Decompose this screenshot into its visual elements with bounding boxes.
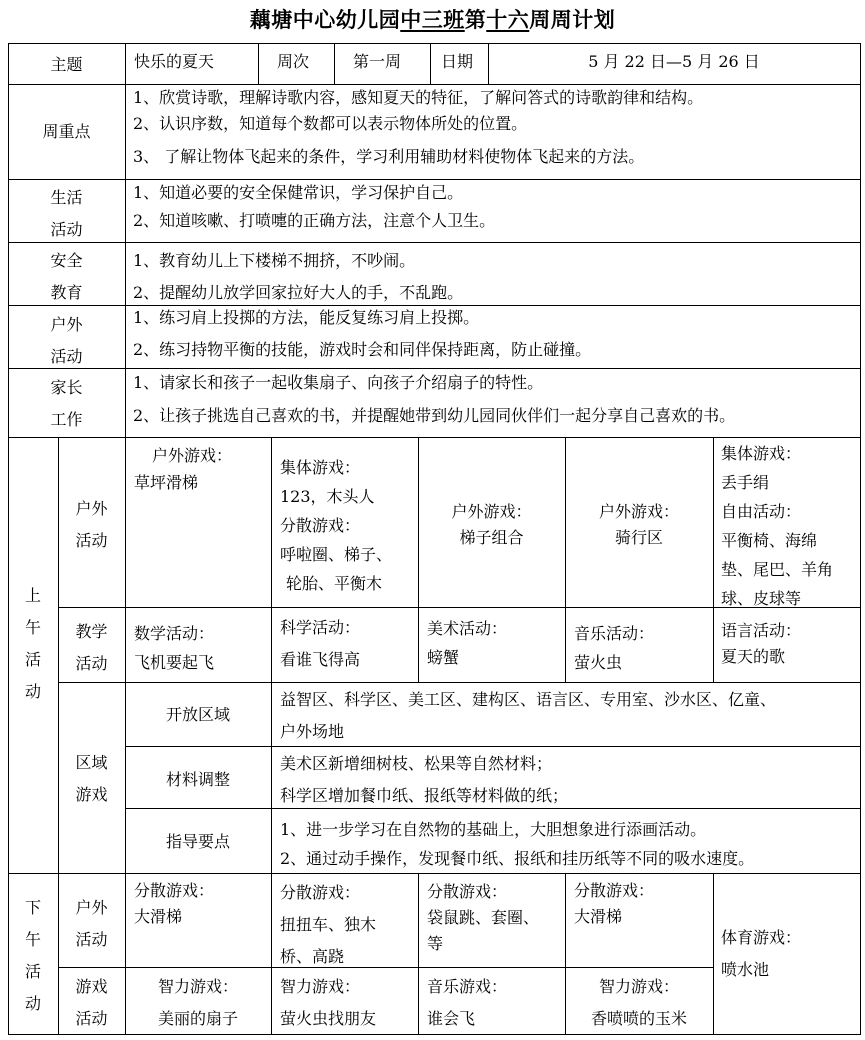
afternoon-games-day2: 智力游戏： 萤火虫找朋友 (280, 977, 377, 1028)
morning-outdoor-day5: 集体游戏： 丢手绢 自由活动： 平衡椅、海绵 垫、尾巴、羊角 球、皮球等 (721, 444, 834, 608)
morning-teaching-day4: 音乐活动： 萤火虫 (574, 624, 655, 672)
morning-outdoor-day2: 集体游戏： 123，木头人 分散游戏： 呼啦圈、梯子、 轮胎、平衡木 (280, 458, 393, 593)
week-value: 第一周 (353, 52, 402, 71)
parents-item: 2、让孩子挑选自己喜欢的书，并提醒她带到幼儿园同伙伴们一起分享自己喜欢的书。 (133, 406, 736, 425)
morning-teaching-day2: 科学活动： 看谁飞得高 (280, 618, 361, 669)
open-area-label: 开放区域 (165, 705, 230, 724)
afternoon-games-label: 游戏 活动 (75, 977, 108, 1028)
parents-item: 1、请家长和孩子一起收集扇子、向孩子介绍扇子的特性。 (133, 373, 544, 392)
outdoor-item: 2、练习持物平衡的技能，游戏时会和同伴保持距离，防止碰撞。 (133, 340, 592, 359)
material-value: 美术区新增细树枝、松果等自然材料； 科学区增加餐巾纸、报纸等材料做的纸； (280, 754, 569, 805)
morning-label: 上 午 活 动 (24, 586, 41, 701)
theme-label: 主题 (50, 55, 83, 74)
morning-outdoor-day1: 户外游戏： 草坪滑梯 (134, 446, 233, 492)
afternoon-outdoor-day1: 分散游戏： 大滑梯 (134, 881, 215, 926)
safety-item: 1、教育幼儿上下楼梯不拥挤，不吵闹。 (133, 251, 416, 270)
life-item: 1、知道必要的安全保健常识，学习保护自己。 (133, 183, 464, 202)
theme-value: 快乐的夏天 (134, 52, 215, 71)
afternoon-games-day4: 智力游戏： 香喷喷的玉米 (590, 977, 687, 1028)
material-label: 材料调整 (165, 770, 230, 789)
life-item: 2、知道咳嗽、打喷嚏的正确方法，注意个人卫生。 (133, 211, 496, 230)
morning-teaching-day1: 数学活动： 飞机要起飞 (134, 624, 215, 672)
afternoon-day5: 体育游戏： 喷水池 (721, 928, 802, 979)
morning-teaching-day3: 美术活动： 螃蟹 (427, 619, 508, 667)
afternoon-outdoor-day3: 分散游戏： 袋鼠跳、套圈、 等 (427, 882, 540, 953)
life-label: 生活 活动 (50, 188, 83, 239)
open-area-value: 益智区、科学区、美工区、建构区、语言区、专用室、沙水区、亿童、 户外场地 (280, 690, 777, 741)
week-focus-label: 周重点 (42, 122, 91, 141)
afternoon-games-day1: 智力游戏： 美丽的扇子 (157, 977, 238, 1028)
morning-teaching-label: 教学 活动 (75, 622, 108, 673)
page-title: 藕塘中心幼儿园中三班第十六周周计划 (249, 7, 616, 32)
afternoon-outdoor-day4: 分散游戏： 大滑梯 (574, 881, 655, 926)
guide-label: 指导要点 (165, 832, 230, 851)
morning-teaching-day5: 语言活动： 夏天的歌 (721, 621, 802, 666)
week-focus-item: 1、欣赏诗歌，理解诗歌内容，感知夏天的特征，了解问答式的诗歌韵律和结构。 (133, 88, 704, 107)
guide-value: 1、进一步学习在自然物的基础上，大胆想象进行添画活动。 2、通过动手操作，发现餐巾纸、报纸和挂历纸等不同的吸水速度。 (280, 820, 755, 868)
morning-outdoor-day3: 户外游戏： 梯子组合 (451, 502, 532, 547)
outdoor-item: 1、练习肩上投掷的方法，能反复练习肩上投掷。 (133, 308, 480, 327)
afternoon-games-day3: 音乐游戏： 谁会飞 (427, 977, 508, 1028)
week-focus-item: 2、认识序数，知道每个数都可以表示物体所处的位置。 (133, 114, 528, 133)
parents-label: 家长 工作 (50, 378, 83, 429)
date-label: 日期 (441, 52, 474, 71)
morning-outdoor-label: 户外 活动 (75, 499, 108, 550)
morning-area-label: 区域 游戏 (75, 753, 108, 804)
afternoon-label: 下 午 活 动 (24, 898, 41, 1013)
week-focus-item: 3、 了解让物体飞起来的条件，学习利用辅助材料使物体飞起来的方法。 (133, 147, 645, 166)
safety-label: 安全 教育 (50, 251, 83, 302)
week-label: 周次 (277, 52, 310, 71)
afternoon-outdoor-label: 户外 活动 (75, 898, 108, 949)
outdoor-label: 户外 活动 (50, 315, 83, 366)
safety-item: 2、提醒幼儿放学回家拉好大人的手，不乱跑。 (133, 283, 464, 302)
date-value: 5 月 22 日—5 月 26 日 (588, 52, 760, 71)
afternoon-outdoor-day2: 分散游戏： 扭扭车、独木 桥、高跷 (280, 883, 377, 966)
morning-outdoor-day4: 户外游戏： 骑行区 (598, 502, 679, 547)
